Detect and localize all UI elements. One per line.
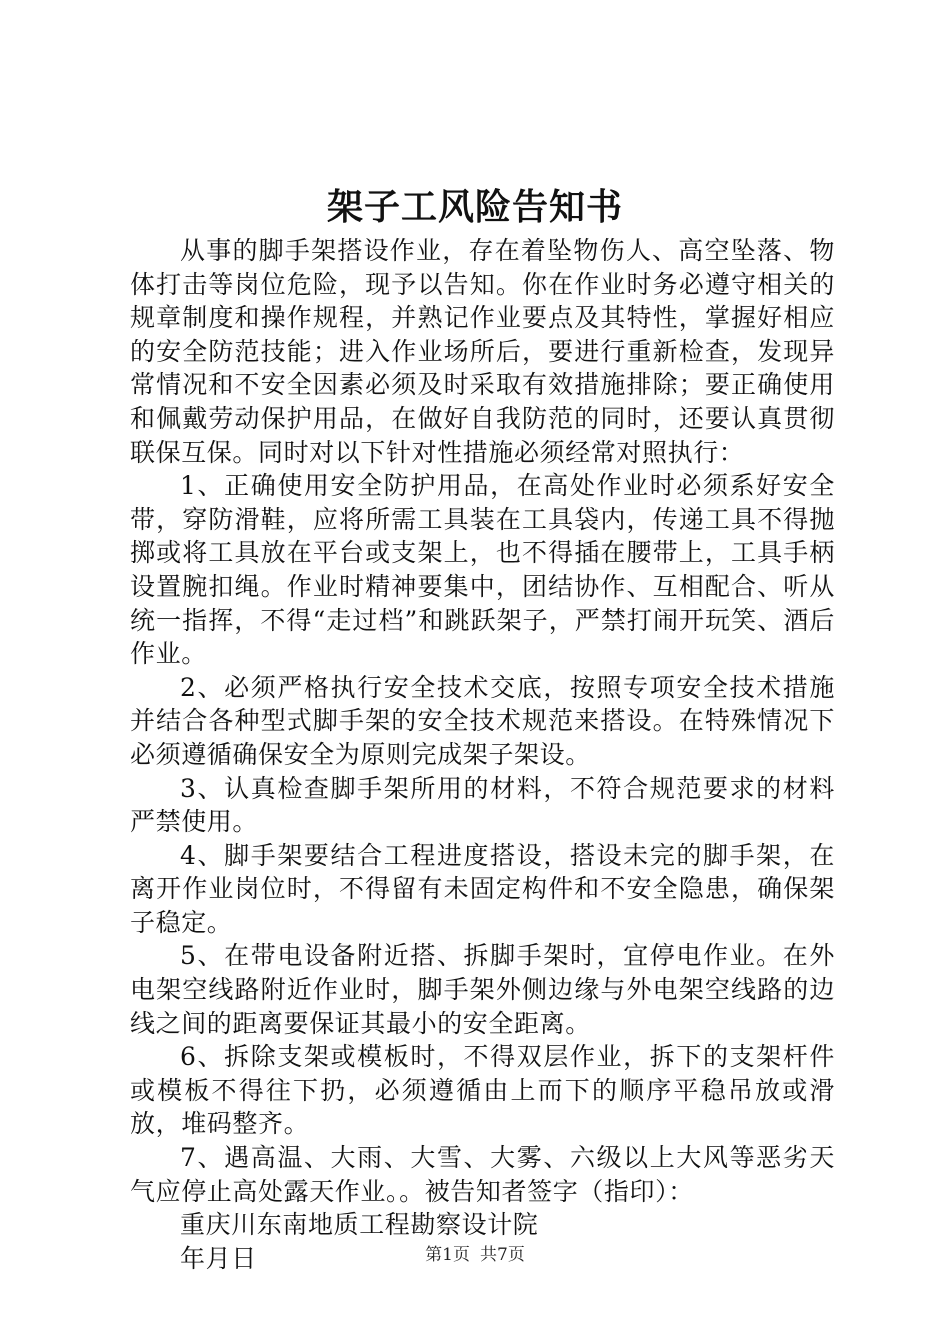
document-title: 架子工风险告知书: [326, 186, 623, 228]
measure-item-4: 4、脚手架要结合工程进度搭设，搭设未完的脚手架，在离开作业岗位时，不得留有未固定构件和不安全隐患，确保架子稳定。: [130, 840, 835, 937]
intro-paragraph: 从事的脚手架搭设作业，存在着坠物伤人、高空坠落、物体打击等岗位危险，现予以告知。你在作业时务必遵守相关的规章制度和操作规程，并熟记作业要点及其特性，掌握好相应的安全防范技能；进入作业场所后，要进行重新检查，发现异常情况和不安全因素必须及时采取有效措施排除；要正确使用和佩戴劳动保护用品，在做好自我防范的同时，还要认真贯彻联保互保。同时对以下针对性措施必须经常对照执行：: [130, 236, 835, 467]
measure-item-6: 6、拆除支架或模板时，不得双层作业，拆下的支架杆件或模板不得往下扔，必须遵循由上而下的顺序平稳吊放或滑放，堆码整齐。: [130, 1042, 835, 1139]
measure-item-2: 2、必须严格执行安全技术交底，按照专项安全技术措施并结合各种型式脚手架的安全技术规范来搭设。在特殊情况下必须遵循确保安全为原则完成架子架设。: [130, 672, 835, 769]
measure-item-5: 5、在带电设备附近搭、拆脚手架时，宜停电作业。在外电架空线路附近作业时，脚手架外侧边缘与外电架空线路的边线之间的距离要保证其最小的安全距离。: [130, 941, 835, 1038]
page-footer: [0, 1243, 950, 1267]
organization-name: 重庆川东南地质工程勘察设计院: [180, 1210, 539, 1240]
page-total: 共7页: [480, 1245, 525, 1265]
measure-item-1: 1、正确使用安全防护用品，在高处作业时必须系好安全带，穿防滑鞋，应将所需工具装在工具袋内，传递工具不得抛掷或将工具放在平台或支架上，也不得插在腰带上，工具手柄设置腕扣绳。作业时精神要集中，团结协作、互相配合、听从统一指挥，不得“走过档”和跳跃架子，严禁打闹开玩笑、酒后作业。: [130, 471, 835, 669]
date-line: 年月日: [180, 1243, 257, 1273]
measure-item-7: 7、遇高温、大雨、大雪、大雾、六级以上大风等恶劣天气应停止高处露天作业。。被告知者签字（指印）：: [130, 1143, 835, 1206]
page-number: 第1页: [425, 1245, 470, 1265]
measure-item-3: 3、认真检查脚手架所用的材料，不符合规范要求的材料严禁使用。: [130, 773, 835, 837]
document-body: [130, 234, 835, 1275]
